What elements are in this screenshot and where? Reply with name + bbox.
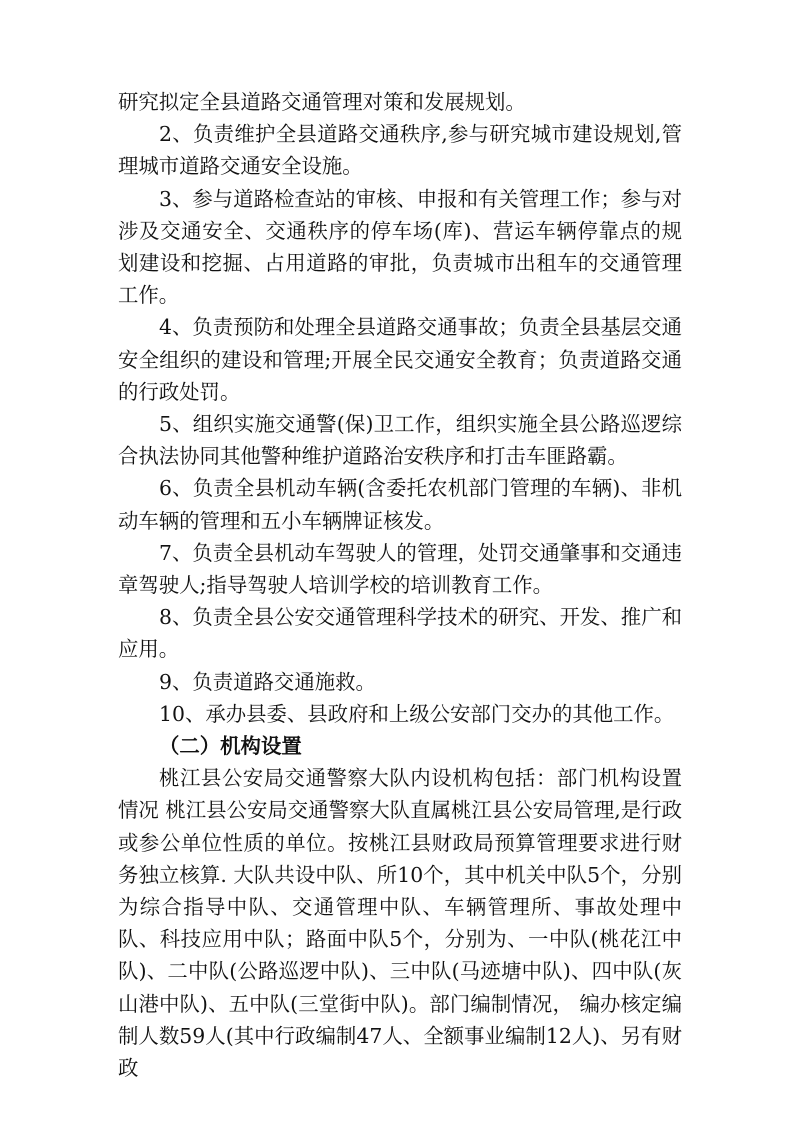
paragraph-duty-7: 7、负责全县机动车驾驶人的管理，处罚交通肇事和交通违章驾驶人;指导驾驶人培训学校的培训教育工作。: [118, 540, 682, 598]
paragraph-duty-5: 5、组织实施交通警(保)卫工作，组织实施全县公路巡逻综合执法协同其他警种维护道路治安秩序和打击车匪路霸。: [118, 412, 682, 469]
paragraph-duty-4: 4、负责预防和处理全县道路交通事故；负责全县基层交通安全组织的建设和管理;开展全民交通安全教育；负责道路交通的行政处罚。: [118, 315, 682, 404]
paragraph-duty-2: 2、负责维护全县道路交通秩序,参与研究城市建设规划,管理城市道路交通安全设施。: [118, 122, 682, 179]
paragraph-duty-3: 3、参与道路检查站的审核、申报和有关管理工作；参与对涉及交通安全、交通秩序的停车场(库)、营运车辆停靠点的规划建设和挖掘、占用道路的审批，负责城市出租车的交通管理工作。: [118, 186, 682, 308]
paragraph-intro-continuation: 研究拟定全县道路交通管理对策和发展规划。: [118, 90, 526, 114]
paragraph-organization-body: 桃江县公安局交通警察大队内设机构包括：部门机构设置情况 桃江县公安局交通警察大队直属桃江县公安局管理,是行政或参公单位性质的单位。按桃江县财政局预算管理要求进行财务独立核算. 大队共设中队、所10个，其中机关中队5个，分别为综合指导中队、交通管理中队、车辆管理所、事故处理中队、科技应用中队；路面中队5个，分别为、一中队(桃花江中队)、二中队(公路巡逻中队)、三中队(马迹塘中队)、四中队(灰山港中队)、五中队(三堂街中队)。部门编制情况， 编办核定编制人数59人(其中行政编制47人、全额事业编制12人)、另有财政: [118, 766, 682, 1081]
section-heading-organization: （二）机构设置: [159, 734, 302, 759]
paragraph-duty-10: 10、承办县委、县政府和上级公安部门交办的其他工作。: [159, 701, 675, 726]
paragraph-duty-8: 8、负责全县公安交通管理科学技术的研究、开发、推广和应用。: [118, 605, 682, 662]
document-body: [118, 86, 682, 1084]
paragraph-duty-6: 6、负责全县机动车辆(含委托农机部门管理的车辆)、非机动车辆的管理和五小车辆牌证核发。: [118, 476, 682, 533]
paragraph-duty-9: 9、负责道路交通施救。: [159, 669, 376, 694]
